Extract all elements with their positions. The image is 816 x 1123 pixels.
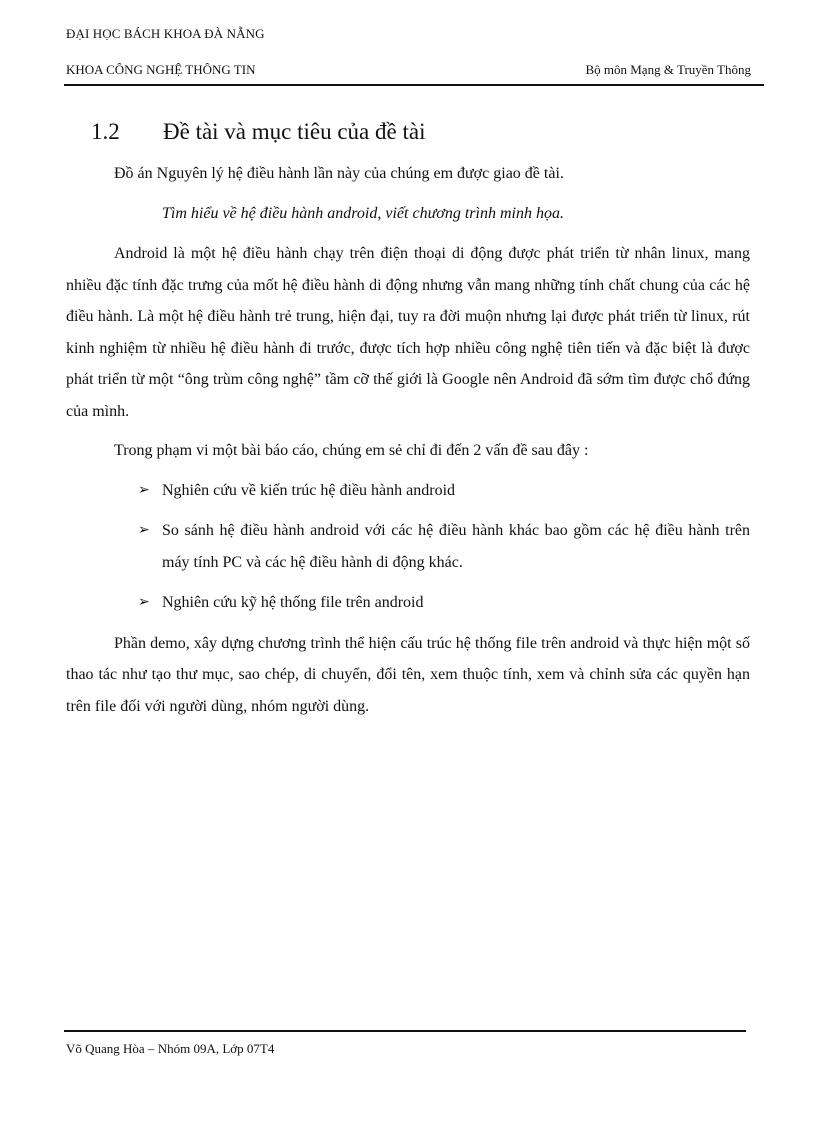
- section-title: Đề tài và mục tiêu của đề tài: [163, 119, 426, 144]
- topic-line: Tìm hiểu về hệ điều hành android, viết chương trình minh họa.: [162, 204, 564, 222]
- header-faculty: KHOA CÔNG NGHỆ THÔNG TIN: [66, 62, 256, 77]
- list-item: [66, 475, 750, 507]
- header-department: Bộ môn Mạng & Truyền Thông: [585, 62, 751, 77]
- arrow-bullet-icon: ➢: [138, 595, 150, 610]
- demo-paragraph: Phần demo, xây dựng chương trình thể hiện cấu trúc hệ thống file trên android và thực hiện một số thao tác như tạo thư mục, sao chép, di chuyển, đổi tên, xem thuộc tính, xem và chỉnh sửa các quyền hạn trên file đối với người dùng, nhóm người dùng.: [66, 634, 750, 715]
- arrow-bullet-icon: ➢: [138, 523, 150, 538]
- list-item-text: Nghiên cứu về kiến trúc hệ điều hành android: [162, 481, 456, 499]
- footer-author: Võ Quang Hòa – Nhóm 09A, Lớp 07T4: [66, 1041, 275, 1056]
- header-divider: [64, 84, 764, 86]
- header-university: ĐẠI HỌC BÁCH KHOA ĐÀ NẴNG: [66, 26, 265, 41]
- scope-paragraph: Trong phạm vi một bài báo cáo, chúng em sẻ chỉ đi đến 2 vấn đề sau đây :: [114, 442, 589, 459]
- list-item: [66, 587, 750, 619]
- section-heading: [91, 119, 425, 145]
- topic-list: [66, 475, 750, 619]
- document-body: [66, 158, 750, 730]
- arrow-bullet-icon: ➢: [138, 482, 150, 498]
- footer-divider: [64, 1030, 746, 1032]
- android-paragraph: Android là một hệ điều hành chạy trên điện thoại di động được phát triển từ nhân linux, mang nhiều đặc tính đặc trưng của mốt hệ điều hành di động nhưng vẫn mang những tính chất chung của các hệ điều hành. Là một hệ điều hành trẻ trung, hiện đại, tuy ra đời muộn nhưng lại được phát triển từ linux, rút kinh nghiệm từ nhiều hệ điều hành đi trước, được tích hợp nhiều công nghệ tiên tiến và đặc biệt là được phát triển từ một “ông trùm công nghệ” tầm cỡ thế giới là Google nên Android đã sớm tìm được chổ đứng của mình.: [66, 245, 750, 420]
- section-number: 1.2: [91, 119, 120, 144]
- header-row: [66, 62, 751, 78]
- intro-paragraph: Đồ án Nguyên lý hệ điều hành lần này của chúng em được giao đề tài.: [114, 165, 564, 182]
- list-item-text: So sánh hệ điều hành android với các hệ điều hành khác bao gồm các hệ điều hành trên máy tính PC và các hệ điều hành di động khác.: [162, 522, 750, 571]
- list-item: [66, 515, 750, 578]
- list-item-text: Nghiên cứu kỹ hệ thống file trên android: [162, 594, 424, 611]
